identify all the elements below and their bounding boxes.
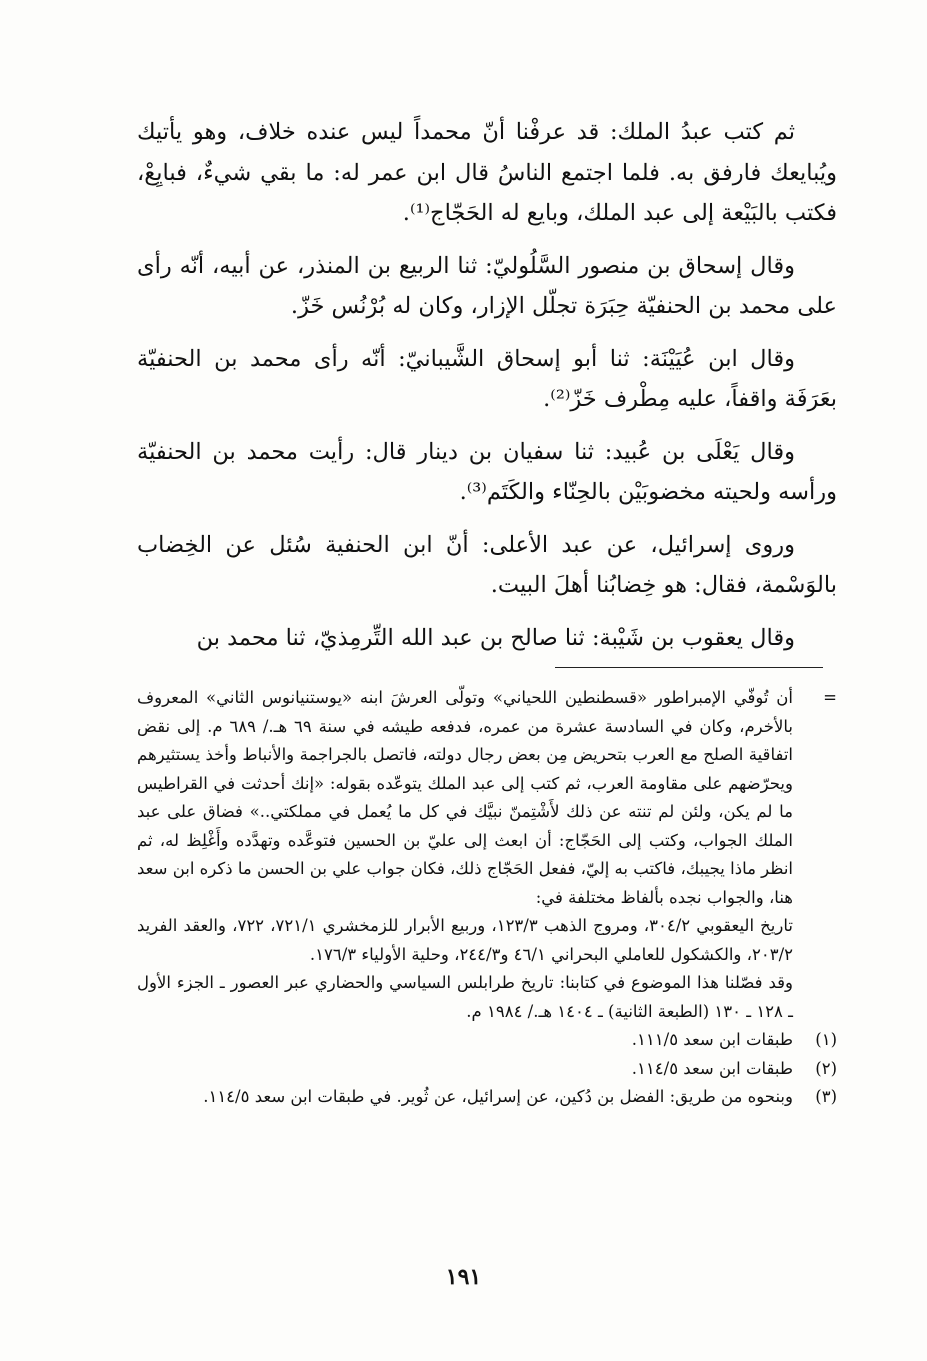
continuation-marker: = [823, 688, 837, 707]
footnote-marker: (٢) [815, 1058, 837, 1078]
paragraph-5: وروى إسرائيل، عن عبد الأعلى: أنّ ابن الحنفية سُئل عن الخِضاب بالوَسْمة، فقال: هو خِضابُنا أهلَ البيت. [137, 531, 837, 598]
paragraph-1: ثم كتب عبدُ الملك: قد عرفْنا أنّ محمداً ليس عنده خلاف، وهو يأتيك ويُبايعك فارفق به. فلما اجتمع الناسُ قال ابن عمر له: ما بقي شيءٌ، فبايِعْ، فكتب بالبَيْعة إلى عبد الملك، وبايع له الحَجّاج⁽¹⁾. [137, 119, 837, 226]
main-text [137, 112, 837, 658]
footnote-3 [137, 1083, 837, 1112]
continuation-text: أن تُوفّي الإمبراطور «قسطنطين اللحياني» وتولّى العرشَ ابنه «يوستنيانوس الثاني» المعروف بالأخرم، وكان في السادسة عشرة من عمره، فدفعه طيشه في سنة ٦٩ هـ./ ٦٨٩ م. إلى نقض اتفاقية الصلح مع العرب بتحريض مِن بعض رجال دولته، فاتصل بالجراجمة والأنباط وأخذ يستثيرهم ويحرّضهم على مقاومة العرب، ثم كتب إلى عبد الملك يتوعّده بقوله: «إنك أحدثت في القراطيس ما لم يكن، ولئن لم تنته عن ذلك لأَشْتِمنّ نبيَّك في كل ما يُعمل في مملكتي..» فضاق على عبد الملك الجواب، وكتب إلى الحَجّاج: أن ابعث إلى عليّ بن الحسين فتوعَّده وتهدَّده وأَغْلِظ له، ثم انظر ماذا يجيبك، فاكتب به إليّ، ففعل الحَجّاج ذلك، فكان جواب علي بن الحسن ما ذكره ابن سعد هنا، والجواب نجده بألفاظ مختلفة في: [137, 688, 793, 907]
paragraph-4: وقال يَعْلَى بن عُبيد: ثنا سفيان بن دينار قال: رأيت محمد بن الحنفيّة ورأسه ولحيته مخضوبَيْن بالحِنّاء والكَتَم⁽³⁾. [137, 438, 837, 505]
footnote-text: وبنحوه من طريق: الفضل بن دُكين، عن إسرائيل، عن ثُوير. في طبقات ابن سعد ١١٤/٥. [203, 1087, 793, 1106]
footnotes [137, 684, 837, 1112]
paragraph-2: وقال إسحاق بن منصور السَّلُوليّ: ثنا الربيع بن المنذر، عن أبيه، أنّه رأى على محمد بن الحنفيّة حِبَرَة تجلّل الإزار، وكان له بُرْنُس خَزّ. [137, 252, 837, 319]
footnote-author-note: وقد فصّلنا هذا الموضوع في كتابنا: تاريخ طرابلس السياسي والحضاري عبر العصور ـ الجزء الأول ـ ١٢٨ ـ ١٣٠ (الطبعة الثانية) ـ ١٤٠٤ هـ./ ١٩٨٤ م. [137, 973, 793, 1021]
footnote-2 [137, 1055, 837, 1084]
footnote-text: طبقات ابن سعد ١١٤/٥. [631, 1058, 793, 1078]
footnote-marker: (١) [815, 1030, 837, 1049]
paragraph-3: وقال ابن عُيَيْنَة: ثنا أبو إسحاق الشَّيبانيّ: أنّه رأى محمد بن الحنفيّة بعَرَفَة واقفاً، عليه مِطْرف خَزّ⁽²⁾. [137, 345, 837, 412]
footnote-separator [555, 667, 823, 668]
footnote-marker: (٣) [815, 1087, 837, 1106]
paragraph-6: وقال يعقوب بن شَيْبة: ثنا صالح بن عبد الله التِّرمِذيّ، ثنا محمد بن [196, 624, 795, 651]
page-number: ١٩١ [445, 1264, 482, 1290]
footnote-1 [137, 1026, 837, 1055]
footnote-text: طبقات ابن سعد ١١١/٥. [631, 1030, 793, 1049]
footnote-sources: تاريخ اليعقوبي ٣٠٤/٢، ومروج الذهب ١٢٣/٣، وربيع الأبرار للزمخشري ٧٢١/١، ٧٢٢، والعقد الفريد ٢٠٣/٢، والكشكول للعاملي البحراني ٤٦/١ و٢٤٤/٣، وحلية الأولياء ١٧٦/٣. [137, 916, 793, 964]
footnote-continuation [137, 684, 837, 912]
